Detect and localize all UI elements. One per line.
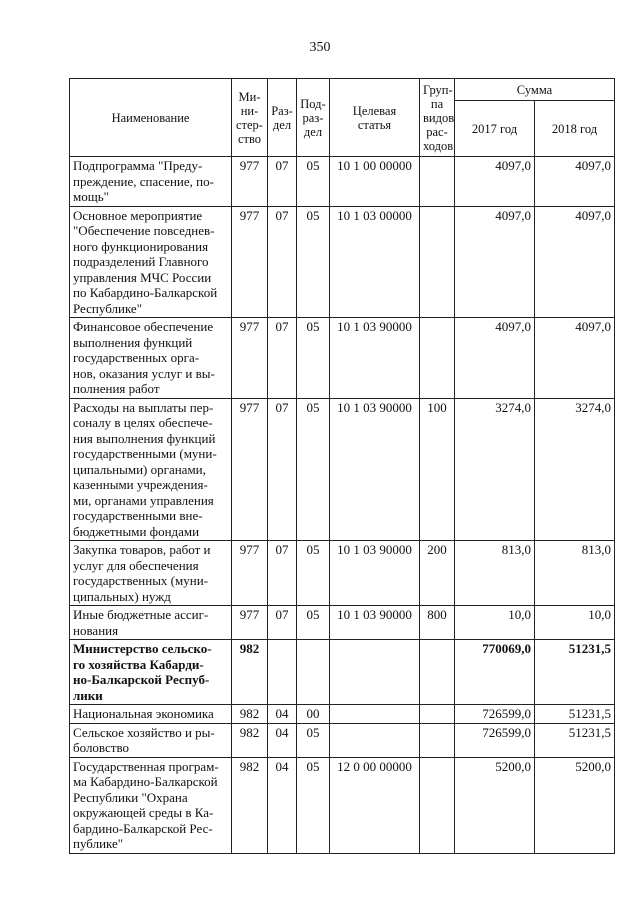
header-sum: Сумма [455,79,615,101]
row-target-cell: 10 1 03 90000 [330,318,420,399]
row-target-cell [330,723,420,757]
row-section-cell [268,640,297,705]
row-sum-2017-cell: 726599,0 [455,705,535,724]
table-row [70,157,615,207]
row-sum-2018-cell: 813,0 [535,541,615,606]
table-row [70,606,615,640]
row-sum-2018-cell: 4097,0 [535,318,615,399]
row-name-cell: Государственная програм- ма Кабардино-Балкарской Республики "Охрана окружающей среды в Ка- бардино-Балкарской Рес- публике" [70,757,232,853]
row-group-cell [420,723,455,757]
row-section-cell: 04 [268,757,297,853]
table-body [70,157,615,854]
row-group-cell [420,318,455,399]
row-subsection-cell: 05 [297,757,330,853]
row-sum-2018-cell: 51231,5 [535,705,615,724]
row-name-cell: Финансовое обеспечение выполнения функций государственных орга- нов, оказания услуг и вы- полнения работ [70,318,232,399]
row-section-cell: 07 [268,206,297,318]
row-ministry-cell: 977 [232,206,268,318]
row-sum-2018-cell: 3274,0 [535,398,615,541]
row-subsection-cell [297,640,330,705]
row-section-cell: 07 [268,157,297,207]
row-sum-2018-cell: 51231,5 [535,723,615,757]
row-ministry-cell: 982 [232,723,268,757]
row-sum-2017-cell: 3274,0 [455,398,535,541]
table-row [70,206,615,318]
table-row [70,640,615,705]
row-target-cell: 10 1 00 00000 [330,157,420,207]
header-expense-group: Груп- па видов рас- ходов [420,79,455,157]
row-subsection-cell: 05 [297,541,330,606]
row-sum-2017-cell: 726599,0 [455,723,535,757]
row-subsection-cell: 05 [297,723,330,757]
row-ministry-cell: 982 [232,705,268,724]
header-ministry: Ми- ни- стер- ство [232,79,268,157]
row-name-cell: Национальная экономика [70,705,232,724]
row-ministry-cell: 982 [232,640,268,705]
row-name-cell: Подпрограмма "Преду- преждение, спасение, по- мощь" [70,157,232,207]
row-target-cell [330,705,420,724]
page-number: 350 [309,40,331,55]
row-section-cell: 07 [268,398,297,541]
row-subsection-cell: 00 [297,705,330,724]
row-section-cell: 04 [268,705,297,724]
row-sum-2017-cell: 4097,0 [455,157,535,207]
row-sum-2018-cell: 51231,5 [535,640,615,705]
row-section-cell: 04 [268,723,297,757]
row-name-cell: Иные бюджетные ассиг- нования [70,606,232,640]
row-subsection-cell: 05 [297,606,330,640]
row-name-cell: Закупка товаров, работ и услуг для обеспечения государственных (муни- ципальных) нужд [70,541,232,606]
row-section-cell: 07 [268,318,297,399]
row-group-cell: 800 [420,606,455,640]
row-target-cell: 10 1 03 00000 [330,206,420,318]
row-name-cell: Министерство сельско- го хозяйства Кабарди- но-Балкарской Респуб- лики [70,640,232,705]
row-sum-2017-cell: 10,0 [455,606,535,640]
header-subsection: Под- раз- дел [297,79,330,157]
row-target-cell: 10 1 03 90000 [330,541,420,606]
row-group-cell [420,757,455,853]
header-name: Наименование [70,79,232,157]
row-ministry-cell: 982 [232,757,268,853]
row-subsection-cell: 05 [297,157,330,207]
row-ministry-cell: 977 [232,318,268,399]
row-ministry-cell: 977 [232,541,268,606]
row-name-cell: Сельское хозяйство и ры- боловство [70,723,232,757]
row-section-cell: 07 [268,541,297,606]
table-row [70,318,615,399]
row-group-cell: 100 [420,398,455,541]
row-target-cell: 10 1 03 90000 [330,398,420,541]
table-row [70,705,615,724]
table-row [70,398,615,541]
row-group-cell [420,157,455,207]
table-row [70,723,615,757]
row-subsection-cell: 05 [297,318,330,399]
row-name-cell: Основное мероприятие "Обеспечение повседнев- ного функционирования подразделений Главного управления МЧС России по Кабардино-Балкарской Республике" [70,206,232,318]
header-target-article: Целевая статья [330,79,420,157]
row-target-cell: 10 1 03 90000 [330,606,420,640]
row-ministry-cell: 977 [232,606,268,640]
row-sum-2017-cell: 4097,0 [455,318,535,399]
row-target-cell [330,640,420,705]
row-name-cell: Расходы на выплаты пер- соналу в целях обеспече- ния выполнения функций государственными (муни- ципальными) органами, казенными учреждения- ми, органами управления государственными вне- бюджетными фондами [70,398,232,541]
row-ministry-cell: 977 [232,157,268,207]
row-sum-2017-cell: 5200,0 [455,757,535,853]
header-year-2018: 2018 год [535,101,615,157]
row-ministry-cell: 977 [232,398,268,541]
row-section-cell: 07 [268,606,297,640]
row-sum-2017-cell: 4097,0 [455,206,535,318]
row-target-cell: 12 0 00 00000 [330,757,420,853]
row-subsection-cell: 05 [297,206,330,318]
row-sum-2018-cell: 10,0 [535,606,615,640]
row-group-cell: 200 [420,541,455,606]
table-row [70,541,615,606]
header-year-2017: 2017 год [455,101,535,157]
row-sum-2017-cell: 770069,0 [455,640,535,705]
header-section: Раз- дел [268,79,297,157]
row-sum-2018-cell: 4097,0 [535,157,615,207]
row-sum-2018-cell: 4097,0 [535,206,615,318]
row-sum-2017-cell: 813,0 [455,541,535,606]
row-subsection-cell: 05 [297,398,330,541]
row-sum-2018-cell: 5200,0 [535,757,615,853]
budget-table [69,78,615,854]
table-row [70,757,615,853]
row-group-cell [420,705,455,724]
row-group-cell [420,640,455,705]
row-group-cell [420,206,455,318]
